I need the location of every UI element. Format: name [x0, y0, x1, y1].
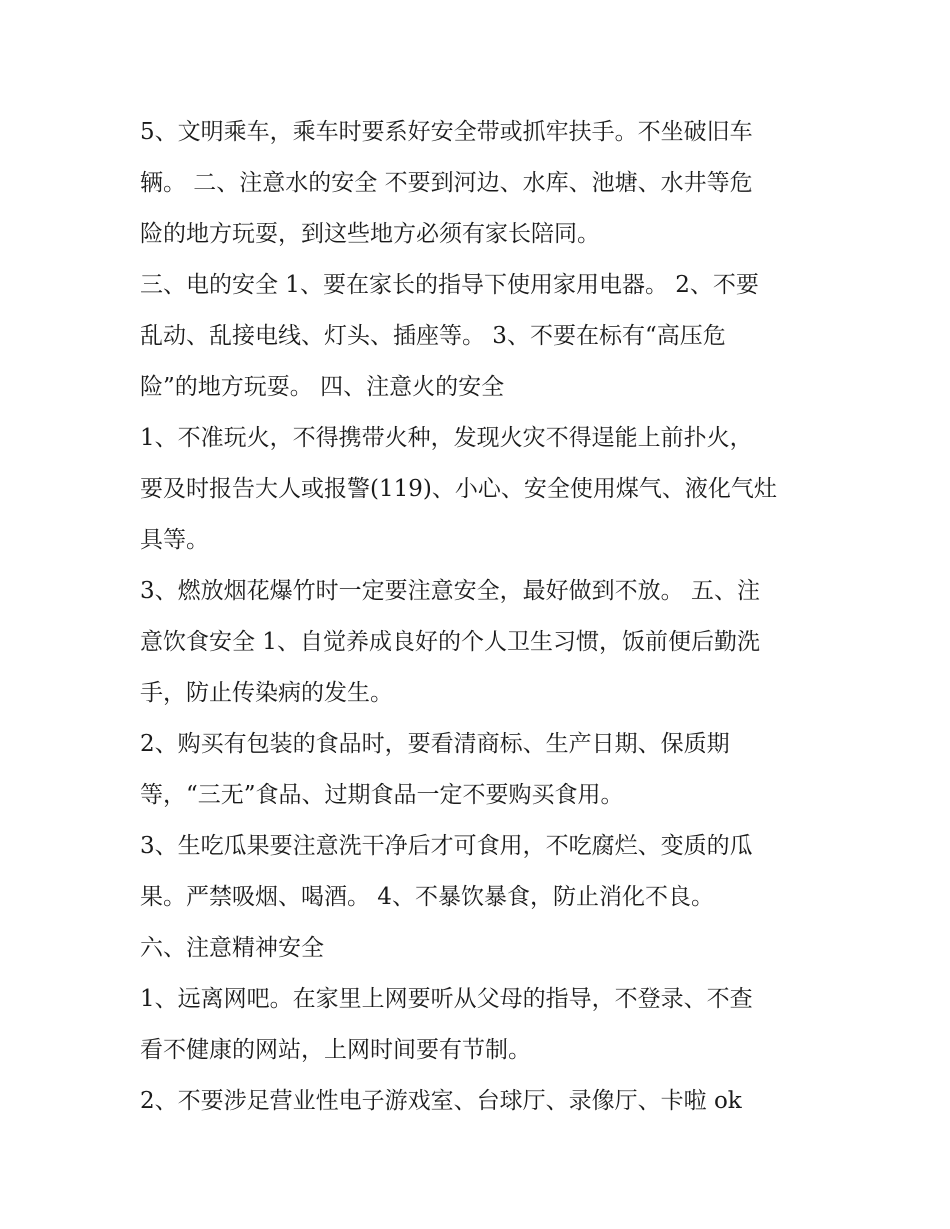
text-line: 险”的地方玩耍。 四、注意火的安全: [140, 374, 505, 400]
text-line: 具等。: [140, 527, 209, 553]
section-heading: [140, 923, 830, 974]
paragraph: [140, 719, 830, 821]
text-line: 1、不准玩火，不得携带火种，发现火灾不得逞能上前扑火，: [140, 425, 753, 451]
text-line: 果。严禁吸烟、喝酒。 4、不暴饮暴食，防止消化不良。: [140, 884, 714, 910]
text-line: 3、燃放烟花爆竹时一定要注意安全，最好做到不放。 五、注: [140, 578, 760, 604]
text-line: 2、不要涉足营业性电子游戏室、台球厅、录像厅、卡啦 ok: [140, 1088, 742, 1114]
text-line: 3、生吃瓜果要注意洗干净后才可食用，不吃腐烂、变质的瓜: [140, 833, 753, 859]
paragraph: [140, 413, 830, 566]
text-line: 辆。 二、注意水的安全 不要到河边、水库、池塘、水井等危: [140, 170, 753, 196]
document-body: [140, 107, 830, 1127]
text-line: 手，防止传染病的发生。: [140, 680, 393, 706]
text-line: 等，“三无”食品、过期食品一定不要购买食用。: [140, 782, 624, 808]
text-line: 险的地方玩耍，到这些地方必须有家长陪同。: [140, 221, 600, 247]
text-line: 2、购买有包装的食品时，要看清商标、生产日期、保质期: [140, 731, 730, 757]
paragraph: [140, 260, 830, 413]
text-line: 看不健康的网站，上网时间要有节制。: [140, 1037, 531, 1063]
paragraph: [140, 566, 830, 719]
text-line: 5、文明乘车，乘车时要系好安全带或抓牢扶手。不坐破旧车: [140, 119, 753, 145]
text-line: 三、电的安全 1、要在家长的指导下使用家用电器。 2、不要: [140, 272, 759, 298]
paragraph: [140, 821, 830, 923]
text-line: 1、远离网吧。在家里上网要听从父母的指导，不登录、不查: [140, 986, 753, 1012]
text-line: 要及时报告大人或报警(119)、小心、安全使用煤气、液化气灶: [140, 476, 777, 502]
text-line: 乱动、乱接电线、灯头、插座等。 3、不要在标有“高压危: [140, 323, 726, 349]
paragraph: [140, 107, 830, 260]
text-line: 六、注意精神安全: [140, 935, 324, 961]
paragraph: [140, 1076, 830, 1127]
paragraph: [140, 974, 830, 1076]
text-line: 意饮食安全 1、自觉养成良好的个人卫生习惯，饭前便后勤洗: [140, 629, 760, 655]
